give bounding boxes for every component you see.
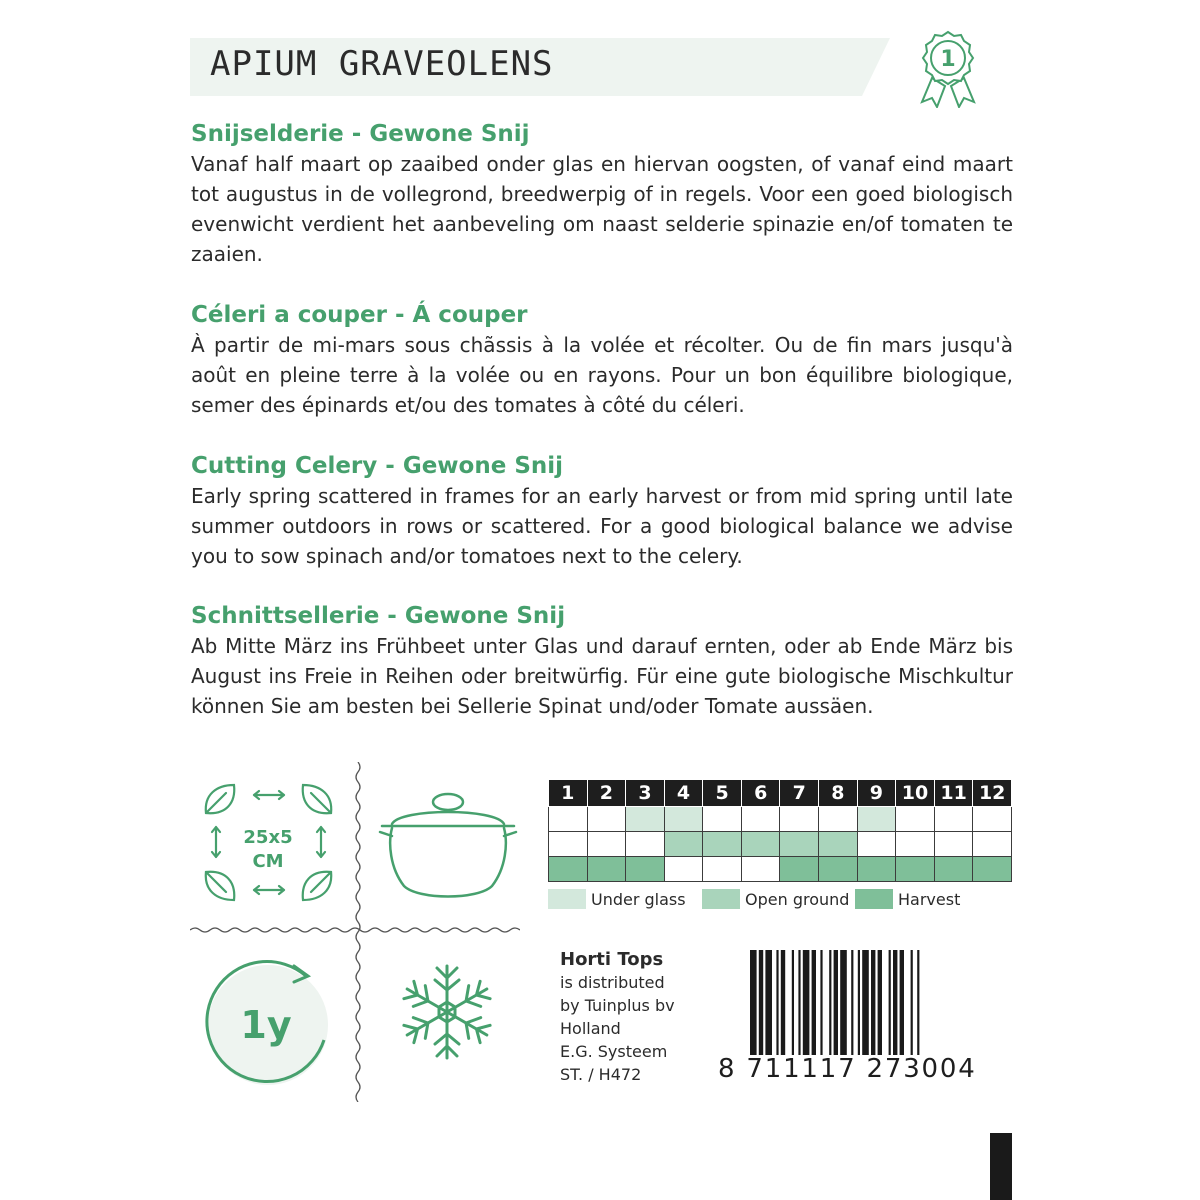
legend-swatch: [548, 889, 586, 909]
brand-name: Horti Tops: [560, 949, 664, 970]
print-registration-mark: [990, 1133, 1012, 1200]
barcode-icon: [748, 950, 998, 1055]
calendar-cell-harv: [819, 857, 858, 882]
barcode-bar: [893, 950, 897, 1055]
section-heading: Cutting Celery - Gewone Snij: [191, 453, 564, 479]
spacing-line2: CM: [252, 851, 284, 872]
section-heading: Schnittsellerie - Gewone Snij: [191, 603, 566, 629]
month-cell: 7: [780, 780, 819, 807]
calendar-cell-empty: [857, 832, 896, 857]
calendar-cell-empty: [587, 807, 626, 832]
barcode-bar: [840, 950, 847, 1055]
calendar-activity-rows: [549, 807, 1012, 882]
calendar-cell-open: [780, 832, 819, 857]
calendar-legend: [548, 889, 968, 913]
calendar-cell-empty: [664, 857, 703, 882]
wavy-divider-horizontal: [190, 923, 520, 937]
barcode-bar: [858, 950, 860, 1055]
month-cell: 12: [973, 780, 1012, 807]
legend-swatch: [855, 889, 893, 909]
distributor-line: is distributed: [560, 973, 665, 992]
barcode-bar: [889, 950, 891, 1055]
calendar-grid: [548, 779, 1012, 882]
barcode-bar: [798, 950, 800, 1055]
leaf-spacing-graphic: [196, 775, 341, 910]
calendar-cell-empty: [741, 857, 780, 882]
calendar-cell-harv: [549, 857, 588, 882]
spacing-line1: 25x5: [243, 827, 293, 848]
calendar-row: [549, 807, 1012, 832]
month-cell: 10: [896, 780, 935, 807]
barcode-bar: [862, 950, 869, 1055]
section-french: [191, 300, 1013, 420]
barcode-bar: [834, 950, 838, 1055]
cycle-label: 1y: [240, 1003, 292, 1047]
section-body: Ab Mitte März ins Frühbeet unter Glas und darauf ernten, oder ab Ende März bis August ins Freie in Reihen oder breitwürfig. Für eine gute biologische Mischkultur können Sie am besten bei Sellerie Spinat und/oder Tomate aussäen.: [191, 634, 1013, 718]
sowing-calendar: [548, 779, 1012, 882]
legend-swatch: [702, 889, 740, 909]
product-title: APIUM GRAVEOLENS: [210, 44, 554, 84]
legend-label: Harvest: [898, 890, 961, 909]
calendar-cell-open: [664, 832, 703, 857]
section-english: [191, 451, 1013, 571]
month-cell: 1: [549, 780, 588, 807]
calendar-cell-harv: [626, 857, 665, 882]
distributor-line: E.G. Systeem: [560, 1042, 668, 1061]
barcode-bar: [759, 950, 763, 1055]
section-german: [191, 601, 1013, 721]
section-body: Vanaf half maart op zaaibed onder glas en hiervan oogsten, of vanaf eind maart tot augustus in de vollegrond, breedwerpig of in regels. Voor een goed biologisch evenwicht verdient het aanbeveling om naast selderie spinazie en/of tomaten te zaaien.: [191, 152, 1013, 266]
calendar-cell-open: [703, 832, 742, 857]
month-cell: 6: [741, 780, 780, 807]
calendar-cell-harv: [587, 857, 626, 882]
badge-number: 1: [940, 47, 956, 72]
rosette-badge-icon: [912, 28, 984, 108]
section-body: Early spring scattered in frames for an early harvest or from mid spring until late summer outdoors in rows or scattered. For a good biological balance we advise you to sow spinach and/or tomatoes next to the celery.: [191, 484, 1013, 568]
barcode-bar: [765, 950, 772, 1055]
distributor-line: Holland: [560, 1019, 621, 1038]
calendar-cell-empty: [741, 807, 780, 832]
calendar-cell-harv: [857, 857, 896, 882]
calendar-cell-empty: [934, 832, 973, 857]
calendar-cell-empty: [626, 832, 665, 857]
legend-label: Under glass: [591, 890, 686, 909]
calendar-cell-empty: [703, 857, 742, 882]
barcode-bar: [820, 950, 822, 1055]
section-heading: Céleri a couper - Á couper: [191, 302, 528, 328]
calendar-cell-empty: [780, 807, 819, 832]
calendar-cell-empty: [973, 807, 1012, 832]
calendar-cell-harv: [973, 857, 1012, 882]
distributor-info: [560, 948, 730, 1086]
barcode-bar: [750, 950, 757, 1055]
barcode-bar: [776, 950, 778, 1055]
section-heading: Snijselderie - Gewone Snij: [191, 121, 530, 147]
calendar-cell-open: [741, 832, 780, 857]
life-cycle-icon: [196, 950, 341, 1095]
calendar-cell-empty: [549, 807, 588, 832]
barcode-bar: [829, 950, 831, 1055]
calendar-cell-glass: [857, 807, 896, 832]
calendar-cell-glass: [664, 807, 703, 832]
calendar-month-row: [549, 780, 1012, 807]
calendar-cell-empty: [703, 807, 742, 832]
barcode-bar: [878, 950, 882, 1055]
barcode-bar: [803, 950, 810, 1055]
calendar-row: [549, 857, 1012, 882]
plant-spacing-icon: [196, 775, 341, 910]
section-body: À partir de mi-mars sous chãssis à la volée et récolter. Ou de fin mars jusqu'à août en pleine terre à la volée ou en rayons. Pour un bon équilibre biologique, semer des épinards et/ou des tomates à côté du céleri.: [191, 333, 1013, 417]
calendar-cell-empty: [896, 832, 935, 857]
barcode-bar: [812, 950, 816, 1055]
month-cell: 5: [703, 780, 742, 807]
barcode-bar: [851, 950, 853, 1055]
barcode-bar: [871, 950, 875, 1055]
distributor-line: by Tuinplus bv: [560, 996, 675, 1015]
calendar-cell-empty: [587, 832, 626, 857]
calendar-row: [549, 832, 1012, 857]
month-cell: 8: [819, 780, 858, 807]
legend-label: Open ground: [745, 890, 850, 909]
cooking-pot-icon: [378, 788, 518, 903]
calendar-cell-harv: [780, 857, 819, 882]
month-cell: 3: [626, 780, 665, 807]
calendar-cell-empty: [973, 832, 1012, 857]
barcode-bar: [911, 950, 913, 1055]
distributor-line: ST. / H472: [560, 1065, 642, 1084]
month-cell: 2: [587, 780, 626, 807]
calendar-cell-harv: [934, 857, 973, 882]
barcode-number: 8 711117 273004: [718, 1054, 977, 1084]
barcode-bar: [900, 950, 904, 1055]
month-cell: 9: [857, 780, 896, 807]
calendar-cell-empty: [549, 832, 588, 857]
barcode-bar: [792, 950, 794, 1055]
calendar-cell-glass: [626, 807, 665, 832]
calendar-cell-open: [819, 832, 858, 857]
month-cell: 4: [664, 780, 703, 807]
snowflake-icon: [395, 960, 499, 1064]
calendar-cell-empty: [934, 807, 973, 832]
barcode-bar: [781, 950, 785, 1055]
calendar-cell-empty: [819, 807, 858, 832]
calendar-cell-harv: [896, 857, 935, 882]
barcode-bar: [917, 950, 919, 1055]
month-cell: 11: [934, 780, 973, 807]
calendar-cell-empty: [896, 807, 935, 832]
section-dutch: [191, 119, 1013, 269]
